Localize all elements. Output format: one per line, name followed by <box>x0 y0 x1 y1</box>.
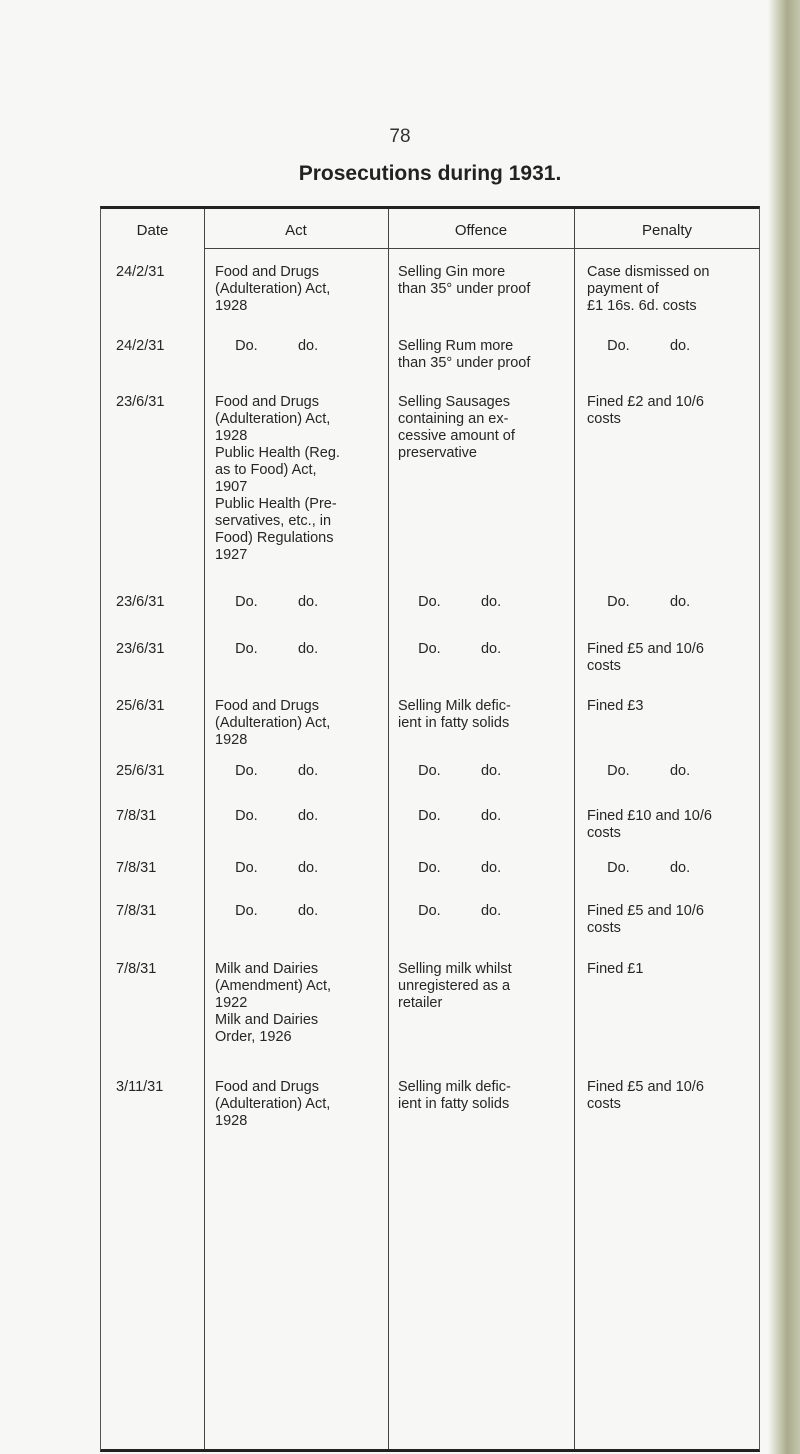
header-rule <box>204 248 388 249</box>
page-edge-shadow <box>768 0 800 1454</box>
header-rule <box>388 248 574 249</box>
prosecutions-table <box>100 206 760 1452</box>
column-divider <box>574 209 575 1449</box>
cell-offence: Do. do. <box>398 808 502 824</box>
header-act: Act <box>285 222 307 239</box>
cell-date: 7/8/31 <box>116 903 157 919</box>
cell-offence: Selling milk defic- ient in fatty solids <box>398 1079 511 1112</box>
header-offence: Offence <box>454 222 508 239</box>
cell-offence: Do. do. <box>398 594 502 610</box>
cell-date: 23/6/31 <box>116 641 165 657</box>
cell-offence: Selling Sausages containing an ex- cessive amount of preservative <box>398 394 515 461</box>
cell-offence: Do. do. <box>398 641 502 657</box>
cell-act: Do. do. <box>215 641 319 657</box>
cell-penalty: Fined £2 and 10/6 costs <box>587 394 704 427</box>
cell-act: Food and Drugs (Adulteration) Act, 1928 <box>215 264 331 314</box>
cell-penalty: Do. do. <box>587 763 691 779</box>
cell-penalty: Fined £5 and 10/6 costs <box>587 1079 704 1112</box>
cell-date: 7/8/31 <box>116 961 157 977</box>
cell-date: 25/6/31 <box>116 763 165 779</box>
cell-penalty: Do. do. <box>587 594 691 610</box>
cell-date: 7/8/31 <box>116 860 157 876</box>
cell-date: 24/2/31 <box>116 338 165 354</box>
column-divider <box>388 209 389 1449</box>
cell-penalty: Fined £5 and 10/6 costs <box>587 903 704 936</box>
cell-penalty: Case dismissed on payment of £1 16s. 6d. costs <box>587 264 710 314</box>
cell-date: 24/2/31 <box>116 264 165 280</box>
cell-penalty: Do. do. <box>587 338 691 354</box>
cell-offence: Selling Milk defic- ient in fatty solids <box>398 698 511 731</box>
cell-act: Do. do. <box>215 763 319 779</box>
header-rule <box>574 248 760 249</box>
header-penalty: Penalty <box>641 222 693 239</box>
cell-date: 25/6/31 <box>116 698 165 714</box>
cell-penalty: Fined £10 and 10/6 costs <box>587 808 712 841</box>
cell-act: Food and Drugs (Adulteration) Act, 1928 <box>215 698 331 748</box>
cell-act: Milk and Dairies (Amendment) Act, 1922 Milk and Dairies Order, 1926 <box>215 961 332 1045</box>
cell-date: 23/6/31 <box>116 594 165 610</box>
cell-act: Do. do. <box>215 338 319 354</box>
cell-act: Do. do. <box>215 808 319 824</box>
cell-act: Food and Drugs (Adulteration) Act, 1928 Public Health (Reg. as to Food) Act, 1907 Public Health (Pre- servatives, etc., in Food) Regulations 1927 <box>215 394 340 563</box>
cell-penalty: Do. do. <box>587 860 691 876</box>
cell-act: Food and Drugs (Adulteration) Act, 1928 <box>215 1079 331 1129</box>
cell-date: 23/6/31 <box>116 394 165 410</box>
cell-offence: Do. do. <box>398 903 502 919</box>
cell-penalty: Fined £5 and 10/6 costs <box>587 641 704 674</box>
cell-penalty: Fined £1 <box>587 961 644 977</box>
cell-act: Do. do. <box>215 860 319 876</box>
column-divider <box>204 209 205 1449</box>
cell-act: Do. do. <box>215 594 319 610</box>
cell-offence: Do. do. <box>398 860 502 876</box>
cell-act: Do. do. <box>215 903 319 919</box>
header-date: Date <box>136 222 169 239</box>
cell-offence: Selling Rum more than 35° under proof <box>398 338 531 371</box>
page-number: 78 <box>389 126 411 147</box>
cell-date: 3/11/31 <box>116 1079 164 1095</box>
page-title: Prosecutions during 1931. <box>298 162 562 185</box>
cell-penalty: Fined £3 <box>587 698 644 714</box>
cell-offence: Do. do. <box>398 763 502 779</box>
cell-offence: Selling milk whilst unregistered as a retailer <box>398 961 512 1011</box>
cell-offence: Selling Gin more than 35° under proof <box>398 264 531 297</box>
cell-date: 7/8/31 <box>116 808 157 824</box>
